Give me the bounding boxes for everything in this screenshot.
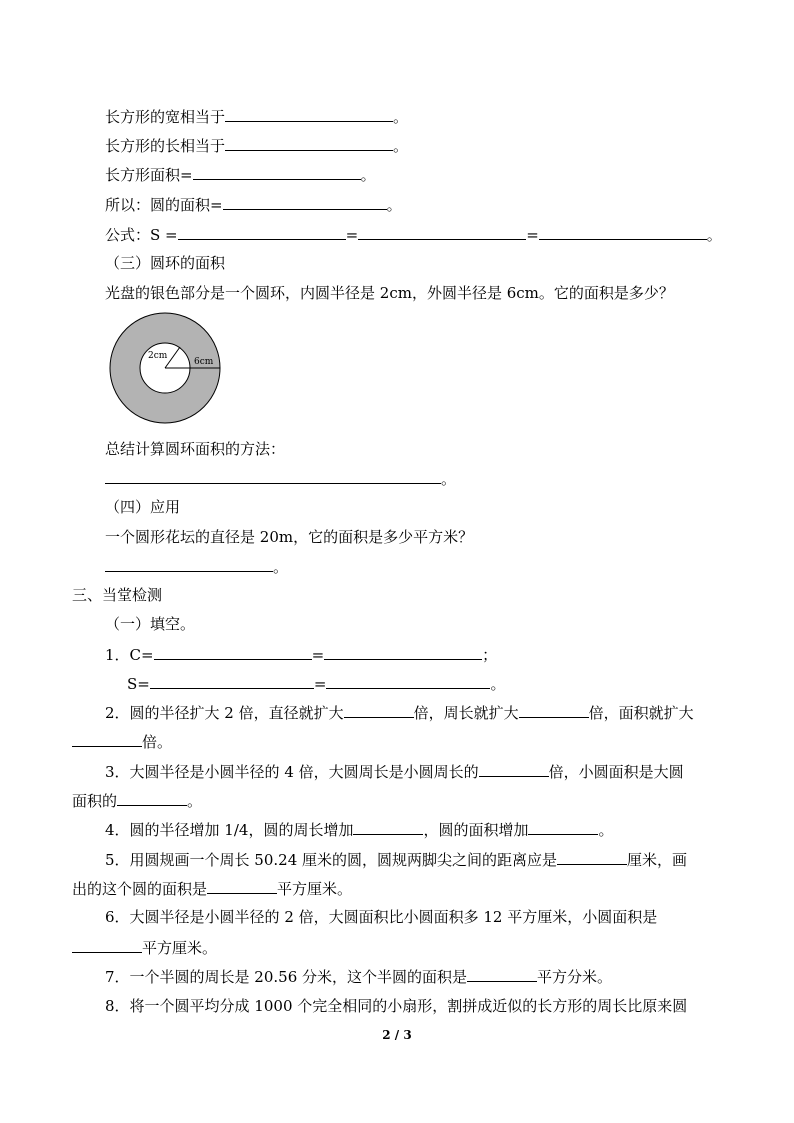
ring-summary-prompt: 总结计算圆环面积的方法： bbox=[105, 440, 286, 458]
q3-continued bbox=[72, 790, 202, 811]
period: 。 bbox=[386, 196, 402, 214]
rect-length-label: 长方形的长相当于 bbox=[105, 137, 226, 155]
answer-blank[interactable] bbox=[72, 937, 142, 953]
answer-blank[interactable] bbox=[72, 731, 142, 747]
line-rect-area bbox=[105, 164, 376, 185]
q2-continued bbox=[72, 731, 172, 752]
answer-blank[interactable] bbox=[105, 468, 441, 484]
q4-text: 4．圆的半径增加 1/4，圆的周长增加 bbox=[105, 821, 354, 839]
outer-radius-label: 6cm bbox=[194, 357, 214, 367]
answer-blank[interactable] bbox=[479, 761, 549, 777]
answer-blank[interactable] bbox=[223, 194, 387, 210]
q1-circumference bbox=[105, 644, 497, 665]
line-rect-width bbox=[105, 106, 408, 127]
equals-sign: = bbox=[526, 226, 539, 244]
equals-sign: = bbox=[313, 675, 327, 693]
answer-blank[interactable] bbox=[117, 790, 187, 806]
application-question: 一个圆形花坛的直径是 20m，它的面积是多少平方米？ bbox=[105, 528, 474, 546]
q6-continued bbox=[72, 937, 217, 958]
rect-width-label: 长方形的宽相当于 bbox=[105, 108, 226, 126]
semicolon: ； bbox=[482, 646, 498, 664]
answer-blank[interactable] bbox=[358, 224, 526, 240]
answer-blank[interactable] bbox=[344, 702, 414, 718]
q2-text: 倍，面积就扩大 bbox=[588, 704, 694, 722]
answer-blank[interactable] bbox=[528, 819, 598, 835]
q1-area bbox=[127, 673, 505, 694]
equals-sign: = bbox=[345, 226, 359, 244]
q7-text: 7．一个半圆的周长是 20.56 分米，这个半圆的面积是 bbox=[105, 968, 468, 986]
q5 bbox=[105, 849, 687, 870]
q3-text: 3．大圆半径是小圆半径的 4 倍，大圆周长是小圆周长的 bbox=[105, 763, 479, 781]
q5-text: 5．用圆规画一个周长 50.24 厘米的圆，圆规两脚尖之间的距离应是 bbox=[105, 851, 558, 869]
q2-text: 倍。 bbox=[142, 733, 173, 751]
section-application-heading: （四）应用 bbox=[105, 498, 181, 516]
period: 。 bbox=[393, 108, 409, 126]
line-application-answer bbox=[105, 556, 288, 577]
q5-continued bbox=[72, 878, 352, 899]
q8: 8．将一个圆平均分成 1000 个完全相同的小扇形，割拼成近似的长方形的周长比原来圆 bbox=[105, 997, 688, 1015]
q3-text: 面积的 bbox=[72, 792, 118, 810]
period: 。 bbox=[598, 821, 614, 839]
formula-s: S= bbox=[127, 675, 150, 693]
answer-blank[interactable] bbox=[150, 673, 314, 689]
q4-text: ，圆的面积增加 bbox=[423, 821, 529, 839]
q2-text: 倍，周长就扩大 bbox=[413, 704, 519, 722]
formula-label: 公式：S = bbox=[105, 226, 178, 244]
line-rect-length bbox=[105, 135, 408, 156]
q7 bbox=[105, 966, 612, 987]
line-circle-area bbox=[105, 194, 402, 215]
period: 。 bbox=[441, 470, 457, 488]
period: 。 bbox=[393, 137, 409, 155]
period: 。 bbox=[490, 675, 506, 693]
answer-blank[interactable] bbox=[207, 878, 277, 894]
line-summary-answer bbox=[105, 468, 456, 489]
q3 bbox=[105, 761, 684, 782]
q6-text: 平方厘米。 bbox=[142, 939, 218, 957]
answer-blank[interactable] bbox=[154, 644, 312, 660]
question-number: 1． bbox=[105, 646, 130, 664]
answer-blank[interactable] bbox=[353, 819, 423, 835]
answer-blank[interactable] bbox=[326, 673, 490, 689]
period: 。 bbox=[360, 166, 376, 184]
answer-blank[interactable] bbox=[467, 966, 537, 982]
line-formula bbox=[105, 224, 722, 245]
answer-blank[interactable] bbox=[557, 849, 627, 865]
q5-text: 出的这个圆的面积是 bbox=[72, 880, 208, 898]
fill-in-heading: （一）填空。 bbox=[105, 615, 196, 633]
ring-question: 光盘的银色部分是一个圆环，内圆半径是 2cm，外圆半径是 6cm。它的面积是多少？ bbox=[105, 284, 674, 302]
section-ring-area-heading: （三）圆环的面积 bbox=[105, 254, 226, 272]
answer-blank[interactable] bbox=[225, 135, 393, 151]
answer-blank[interactable] bbox=[539, 224, 707, 240]
answer-blank[interactable] bbox=[225, 106, 393, 122]
answer-blank[interactable] bbox=[193, 164, 361, 180]
q5-text: 平方厘米。 bbox=[277, 880, 353, 898]
page-number: 2 / 3 bbox=[382, 1028, 412, 1042]
ring-figure bbox=[108, 312, 224, 424]
q4 bbox=[105, 819, 614, 840]
ring-diagram bbox=[108, 312, 224, 424]
answer-blank[interactable] bbox=[105, 556, 273, 572]
period: 。 bbox=[273, 558, 289, 576]
formula-c: C= bbox=[129, 646, 154, 664]
circle-area-label: 所以：圆的面积= bbox=[105, 196, 223, 214]
rect-area-label: 长方形面积= bbox=[105, 166, 193, 184]
q2 bbox=[105, 702, 694, 723]
period: 。 bbox=[187, 792, 203, 810]
answer-blank[interactable] bbox=[324, 644, 482, 660]
q3-text: 倍，小圆面积是大圆 bbox=[548, 763, 684, 781]
q2-text: 2．圆的半径扩大 2 倍，直径就扩大 bbox=[105, 704, 344, 722]
inner-radius-label: 2cm bbox=[148, 351, 168, 361]
answer-blank[interactable] bbox=[519, 702, 589, 718]
equals-sign: = bbox=[311, 646, 325, 664]
q7-text: 平方分米。 bbox=[537, 968, 613, 986]
q6: 6．大圆半径是小圆半径的 2 倍，大圆面积比小圆面积多 12 平方厘米，小圆面积是 bbox=[105, 908, 658, 926]
q5-text: 厘米，画 bbox=[627, 851, 688, 869]
answer-blank[interactable] bbox=[178, 224, 346, 240]
part-three-heading: 三、当堂检测 bbox=[72, 586, 163, 604]
period: 。 bbox=[706, 226, 722, 244]
